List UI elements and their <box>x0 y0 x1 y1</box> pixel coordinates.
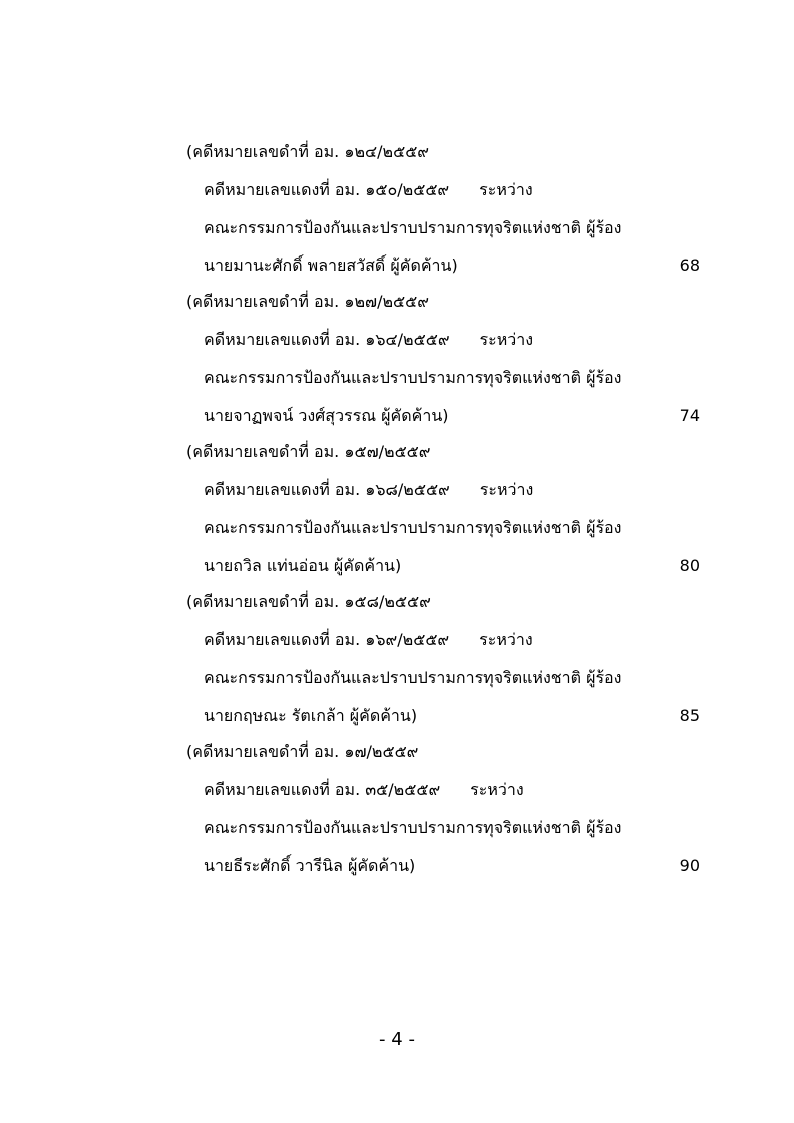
red-case-number: คดีหมายเลขแดงที่ อม. ๑๕๐/๒๕๕๙ <box>204 180 450 199</box>
plaintiff: คณะกรรมการป้องกันและปราบปรามการทุจริตแห่งชาติ ผู้ร้อง <box>204 218 622 237</box>
red-case-line <box>204 630 533 650</box>
plaintiff: คณะกรรมการป้องกันและปราบปรามการทุจริตแห่งชาติ ผู้ร้อง <box>204 518 622 537</box>
defendant: นายถวิล แท่นอ่อน ผู้คัดค้าน) <box>204 556 402 575</box>
red-case-number: คดีหมายเลขแดงที่ อม. ๑๖๙/๒๕๕๙ <box>204 630 450 649</box>
black-case-number: (คดีหมายเลขดำที่ อม. ๑๒๗/๒๕๕๙ <box>186 292 429 311</box>
plaintiff: คณะกรรมการป้องกันและปราบปรามการทุจริตแห่งชาติ ผู้ร้อง <box>204 668 622 687</box>
black-case-number: (คดีหมายเลขดำที่ อม. ๑๒๔/๒๕๕๙ <box>186 142 430 161</box>
page-reference: 80 <box>679 556 700 575</box>
defendant: นายจาฏพจน์ วงศ์สุวรรณ ผู้คัดค้าน) <box>204 406 449 425</box>
page-reference: 68 <box>679 256 700 275</box>
case-entry <box>0 292 794 442</box>
case-entry <box>0 592 794 742</box>
black-case-number: (คดีหมายเลขดำที่ อม. ๑๗/๒๕๕๙ <box>186 742 419 761</box>
defendant: นายมานะศักดิ์ พลายสวัสดิ์ ผู้คัดค้าน) <box>204 256 458 275</box>
defendant: นายกฤษณะ รัตเกล้า ผู้คัดค้าน) <box>204 706 418 725</box>
red-case-number: คดีหมายเลขแดงที่ อม. ๑๖๘/๒๕๕๙ <box>204 480 450 499</box>
page-number: - 4 - <box>379 1029 415 1050</box>
plaintiff: คณะกรรมการป้องกันและปราบปรามการทุจริตแห่งชาติ ผู้ร้อง <box>204 368 622 387</box>
black-case-number: (คดีหมายเลขดำที่ อม. ๑๕๗/๒๕๕๙ <box>186 442 431 461</box>
plaintiff: คณะกรรมการป้องกันและปราบปรามการทุจริตแห่งชาติ ผู้ร้อง <box>204 818 622 837</box>
between-label: ระหว่าง <box>479 630 533 649</box>
case-entry <box>0 442 794 592</box>
between-label: ระหว่าง <box>470 780 524 799</box>
page-reference: 74 <box>679 406 700 425</box>
red-case-number: คดีหมายเลขแดงที่ อม. ๓๕/๒๕๕๙ <box>204 780 441 799</box>
red-case-line <box>204 180 533 200</box>
defendant: นายธีระศักดิ์ วารีนิล ผู้คัดค้าน) <box>204 856 416 875</box>
red-case-number: คดีหมายเลขแดงที่ อม. ๑๖๔/๒๕๕๙ <box>204 330 450 349</box>
case-entry <box>0 142 794 292</box>
page-reference: 85 <box>679 706 700 725</box>
between-label: ระหว่าง <box>479 180 533 199</box>
red-case-line <box>204 780 524 800</box>
case-entry <box>0 742 794 892</box>
black-case-number: (คดีหมายเลขดำที่ อม. ๑๕๘/๒๕๕๙ <box>186 592 431 611</box>
page-reference: 90 <box>679 856 700 875</box>
case-index-list <box>0 142 794 892</box>
between-label: ระหว่าง <box>479 480 534 499</box>
between-label: ระหว่าง <box>479 330 534 349</box>
red-case-line <box>204 480 533 500</box>
red-case-line <box>204 330 533 350</box>
